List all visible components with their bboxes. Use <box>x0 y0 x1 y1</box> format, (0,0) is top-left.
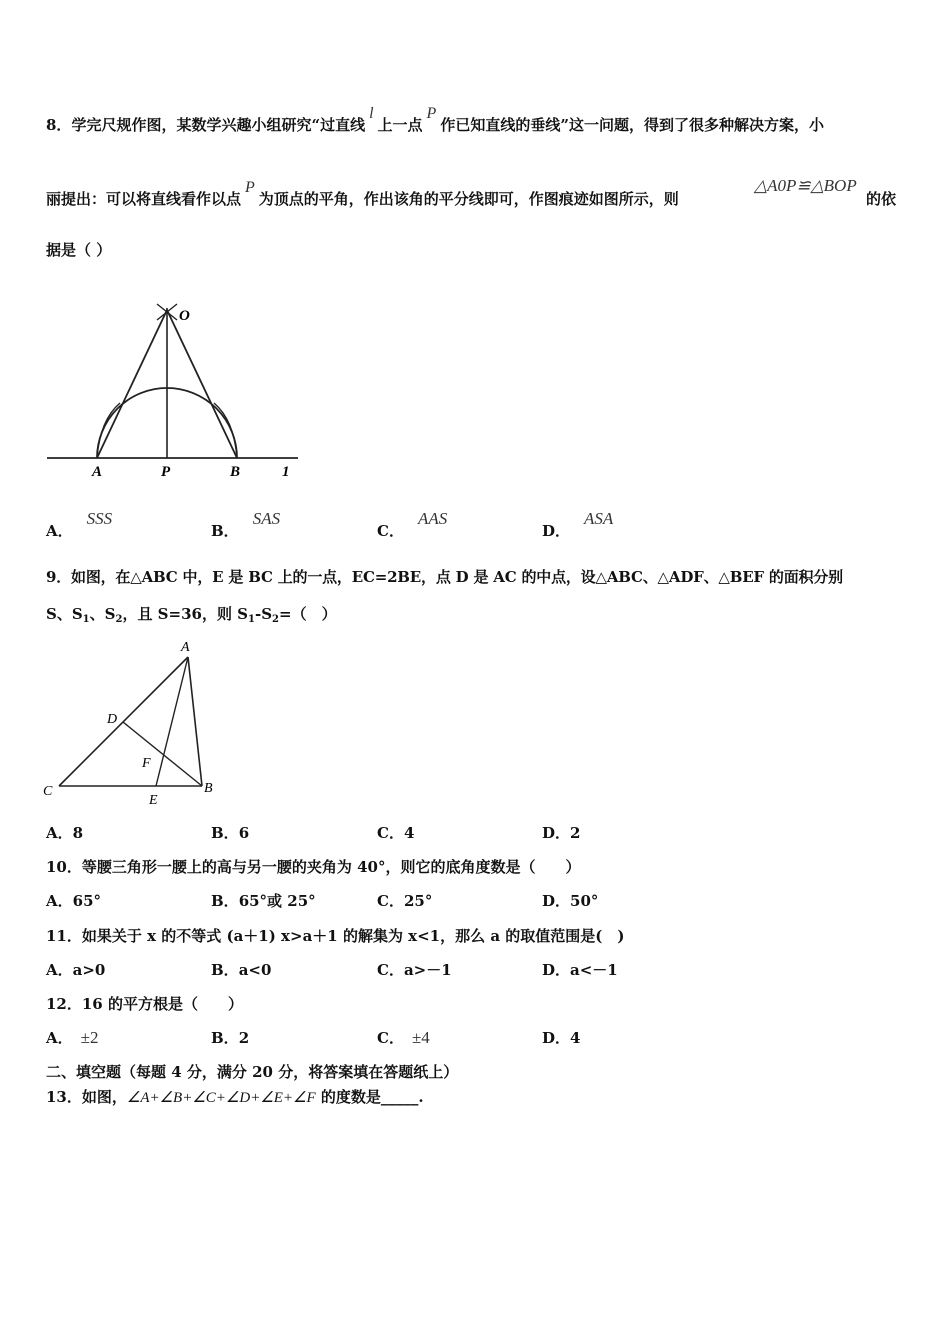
q8-option-d[interactable]: D．ASA <box>542 509 614 540</box>
q8-option-b[interactable]: B．SAS <box>211 509 281 540</box>
q11-text: 11．如果关于 x 的不等式 (a＋1) x>a＋1 的解集为 x<1，那么 a 的取值范围是( ) <box>46 927 625 945</box>
q13-angle-expr: ∠A+∠B+∠C+∠D+∠E+∠F <box>126 1090 316 1106</box>
q8-label-o: O <box>179 308 190 324</box>
q9-label-c: C <box>43 784 53 799</box>
q10-option-a[interactable]: A．65° <box>46 892 102 910</box>
q12-option-d[interactable]: D．4 <box>542 1029 581 1047</box>
q8-option-c[interactable]: C．AAS <box>377 509 448 540</box>
q10-option-b[interactable]: B．65°或 25° <box>211 892 316 910</box>
q9-label-a: A <box>181 640 190 655</box>
q11-option-a[interactable]: A．a>0 <box>46 961 106 979</box>
q9-label-f: F <box>142 756 151 771</box>
q12-text: 12．16 的平方根是（ ） <box>46 995 243 1013</box>
q8-congruence-expr: △A0P≌△BOP <box>754 176 857 195</box>
q11-option-d[interactable]: D．a<－1 <box>542 961 618 979</box>
q12-option-c[interactable]: C． ±4 <box>377 1028 430 1047</box>
q9-label-e: E <box>149 793 158 808</box>
q9-line-1: 9．如图，在△ABC 中，E 是 BC 上的一点，EC=2BE，点 D 是 AC 的中点，设△ABC、△ADF、△BEF 的面积分别 <box>46 568 843 586</box>
q9-option-a[interactable]: A．8 <box>46 824 84 842</box>
q8-option-a[interactable]: A．SSS <box>46 509 113 540</box>
q12-option-a[interactable]: A． ±2 <box>46 1028 99 1047</box>
section-2-title: 二、填空题（每题 4 分，满分 20 分，将答案填在答题纸上） <box>46 1063 459 1081</box>
q12-option-b[interactable]: B．2 <box>211 1029 250 1047</box>
q11-option-b[interactable]: B．a<0 <box>211 961 272 979</box>
q8-label-b: B <box>230 464 241 480</box>
q9-label-d: D <box>107 712 118 727</box>
q9-line-2: S、$S_1$、$S_2$，且 S=36，则 $S_1-S_2=$（ ） <box>46 605 337 625</box>
q10-text: 10．等腰三角形一腰上的高与另一腰的夹角为 40°，则它的底角度数是（ ） <box>46 858 581 876</box>
q10-option-c[interactable]: C．25° <box>377 892 433 910</box>
q10-option-d[interactable]: D．50° <box>542 892 599 910</box>
q9-option-b[interactable]: B．6 <box>211 824 250 842</box>
q8-var-p2: P <box>245 179 255 196</box>
q8-figure <box>40 290 310 490</box>
q13-text: 13．如图，∠A+∠B+∠C+∠D+∠E+∠F 的度数是_____. <box>46 1088 424 1106</box>
q11-option-c[interactable]: C．a>－1 <box>377 961 452 979</box>
q8-line-2: 丽提出：可以将直线看作以点P为顶点的平角，作出该角的平分线即可，作图痕迹如图所示，则 <box>46 179 679 208</box>
q8-label-l: 1 <box>282 464 290 480</box>
q9-option-c[interactable]: C．4 <box>377 824 415 842</box>
q8-line-2-end: 的依 <box>866 190 897 208</box>
q8-line-3: 据是（ ） <box>46 241 112 259</box>
q8-label-a: A <box>92 464 103 480</box>
q9-label-b: B <box>204 781 213 796</box>
q8-line-1: 8．学完尺规作图，某数学兴趣小组研究“过直线l上一点P作已知直线的垂线”这一问题，得到了很多种解决方案，小 <box>46 105 824 134</box>
q8-label-p: P <box>161 464 171 480</box>
q8-var-l: l <box>369 105 374 122</box>
q9-option-d[interactable]: D．2 <box>542 824 581 842</box>
q8-var-p: P <box>426 105 437 122</box>
q9-figure <box>38 635 228 810</box>
